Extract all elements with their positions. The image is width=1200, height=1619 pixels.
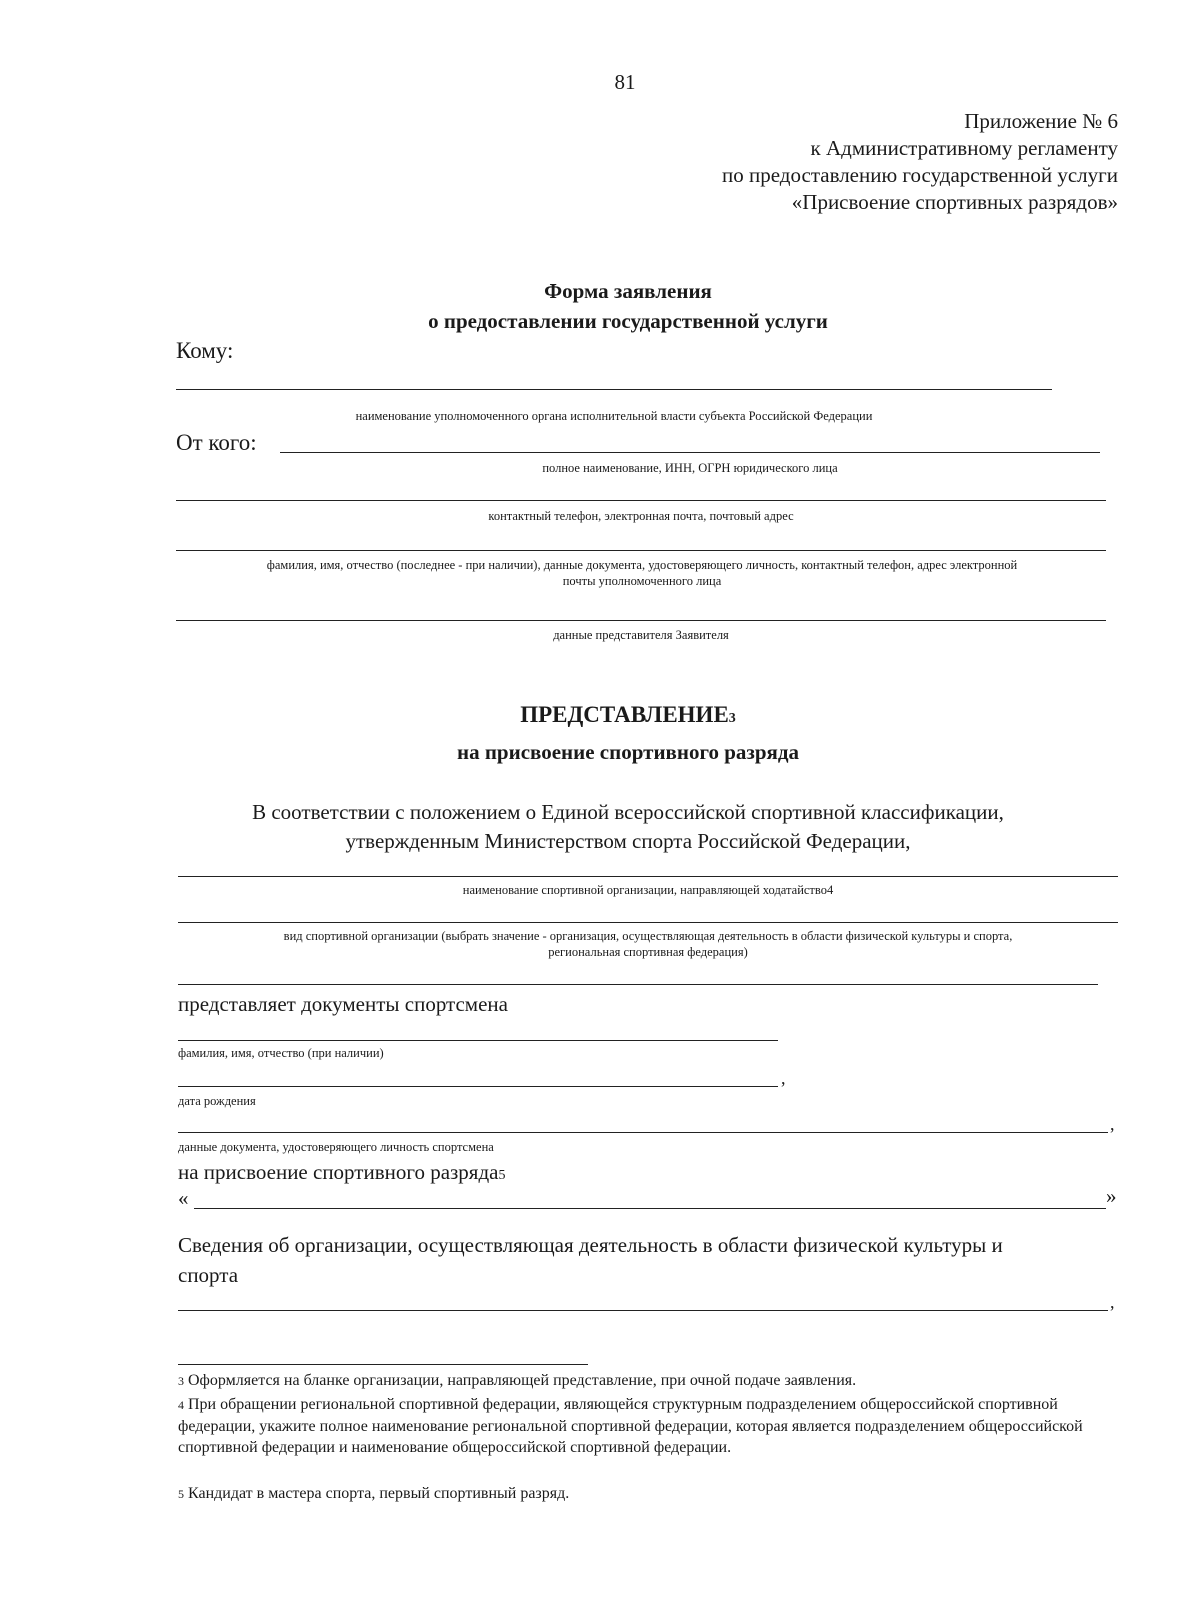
- to-caption: наименование уполномоченного органа исполнительной власти субъекта Российской Федерации: [355, 409, 873, 423]
- quote-close: »: [1106, 1184, 1117, 1208]
- footnote-separator: [178, 1364, 588, 1365]
- footnote-5-text: Кандидат в мастера спорта, первый спортивный разряд.: [188, 1485, 570, 1502]
- for-rank-text: [178, 1160, 505, 1185]
- athlete-fio-caption: фамилия, имя, отчество (при наличии): [178, 1046, 384, 1060]
- from-field-line-2: [176, 500, 1106, 501]
- footnote-ref-5: 5: [498, 1168, 506, 1183]
- representation-title: [0, 702, 1200, 728]
- from-caption-1: полное наименование, ИНН, ОГРН юридического лица: [542, 461, 838, 475]
- footnote-3-text: Оформляется на бланке организации, направляющей представление, при очной подаче заявления.: [188, 1372, 857, 1389]
- org-info-line-2: спорта: [178, 1263, 239, 1287]
- athlete-dob-line: [178, 1086, 778, 1087]
- representation-subtitle: на присвоение спортивного разряда: [456, 740, 800, 764]
- intro-text: [0, 798, 1200, 856]
- from-field-line-4: [176, 620, 1106, 621]
- footnote-3: [178, 1370, 1118, 1392]
- from-field-line-1: [280, 452, 1100, 453]
- to-label: Кому:: [176, 338, 234, 363]
- athlete-id-caption: данные документа, удостоверяющего личность спортсмена: [178, 1140, 494, 1154]
- comma-2: ,: [1110, 1114, 1115, 1134]
- appendix-line-4: «Присвоение спортивных разрядов»: [791, 190, 1118, 214]
- appendix-line-2: к Административному регламенту: [810, 136, 1118, 160]
- footnote-4: [178, 1394, 1118, 1458]
- to-field-line: [176, 389, 1052, 390]
- athlete-id-line: [178, 1132, 1108, 1133]
- rank-line: [194, 1208, 1106, 1209]
- from-caption-3-line-2: почты уполномоченного лица: [562, 574, 722, 588]
- page-number: 81: [614, 70, 636, 94]
- footnote-4-text: При обращении региональной спортивной федерации, являющейся структурным подразделением общероссийской спортивной федерации, укажите полное наименование региональной спортивной федерации, которая является подразделением общероссийской спортивной федерации и наименование общероссийской спортивной федерации.: [178, 1396, 1083, 1456]
- presents-docs-text: представляет документы спортсмена: [178, 992, 508, 1016]
- org-name-caption: [178, 882, 1118, 898]
- intro-line-2: утвержденным Министерством спорта Российской Федерации,: [345, 829, 911, 853]
- form-title-line-1: Форма заявления: [544, 279, 712, 303]
- from-field-line-3: [176, 550, 1106, 551]
- from-label: От кого:: [176, 430, 257, 455]
- extra-line: [178, 984, 1098, 985]
- org-type-caption: [178, 928, 1118, 960]
- footnote-5: [178, 1483, 1118, 1505]
- from-caption-3: [170, 557, 1114, 589]
- appendix-line-1: Приложение № 6: [964, 109, 1118, 133]
- for-rank-label: на присвоение спортивного разряда: [178, 1160, 499, 1184]
- representation-title-text: ПРЕДСТАВЛЕНИЕ: [520, 702, 729, 727]
- athlete-fio-line: [178, 1040, 778, 1041]
- org-name-caption-text: наименование спортивной организации, направляющей ходатайство: [462, 883, 827, 897]
- appendix-line-3: по предоставлению государственной услуги: [722, 163, 1118, 187]
- footnote-ref-4: 4: [826, 883, 834, 897]
- comma-1: ,: [781, 1068, 786, 1088]
- footnote-4-mark: 4: [178, 1398, 184, 1412]
- from-caption-3-line-1: фамилия, имя, отчество (последнее - при наличии), данные документа, удостоверяющего личность, контактный телефон, адрес электронной: [266, 558, 1018, 572]
- org-name-line: [178, 876, 1118, 877]
- comma-3: ,: [1110, 1292, 1115, 1312]
- footnote-ref-3: 3: [728, 711, 736, 726]
- from-caption-4: данные представителя Заявителя: [553, 628, 729, 642]
- quote-open: «: [178, 1186, 189, 1210]
- form-title-line-2: о предоставлении государственной услуги: [428, 309, 828, 333]
- org-type-caption-line-2: региональная спортивная федерация): [548, 945, 748, 959]
- from-caption-2: контактный телефон, электронная почта, почтовый адрес: [488, 509, 794, 523]
- footnote-5-mark: 5: [178, 1487, 184, 1501]
- athlete-dob-caption: дата рождения: [178, 1094, 256, 1108]
- intro-line-1: В соответствии с положением о Единой всероссийской спортивной классификации,: [252, 800, 1004, 824]
- org-type-caption-line-1: вид спортивной организации (выбрать значение - организация, осуществляющая деятельность в области физической культуры и спорта,: [283, 929, 1013, 943]
- footnote-3-mark: 3: [178, 1374, 184, 1388]
- form-title: [0, 276, 1200, 336]
- appendix-header: [722, 108, 1118, 216]
- org-info-line: [178, 1310, 1108, 1311]
- org-type-line: [178, 922, 1118, 923]
- org-info-line-1: Сведения об организации, осуществляющая деятельность в области физической культуры и: [178, 1233, 1003, 1257]
- org-info-text: [178, 1230, 1003, 1290]
